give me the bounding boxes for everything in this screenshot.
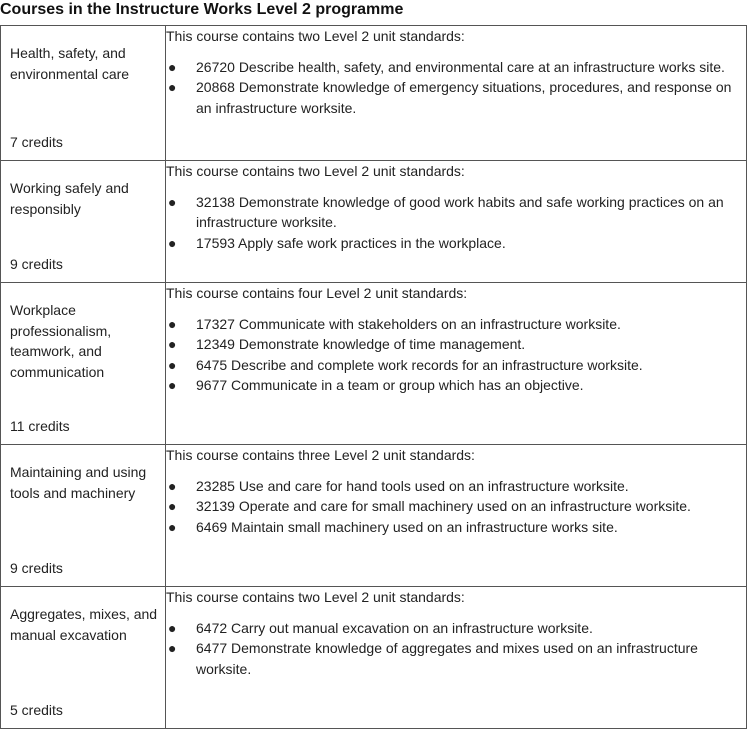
bullet-icon: ● [168, 477, 177, 494]
unit-list [166, 476, 746, 538]
list-item [166, 314, 746, 335]
bullet-icon: ● [168, 377, 177, 393]
bullet-icon: ● [168, 58, 177, 75]
list-item [166, 496, 746, 517]
unit-text: 32139 Operate and care for small machinery used on an infrastructure worksite. [196, 498, 691, 514]
course-intro: This course contains four Level 2 unit standards: [166, 285, 468, 301]
unit-text: 6469 Maintain small machinery used on an infrastructure works site. [196, 518, 618, 535]
unit-text: 6477 Demonstrate knowledge of aggregates and mixes used on an infrastructure worksite. [196, 640, 698, 677]
course-name: Aggregates, mixes, and manual excavation [10, 606, 158, 643]
bullet-icon: ● [168, 79, 177, 95]
unit-text: 9677 Communicate in a team or group which has an objective. [196, 377, 584, 393]
unit-list [166, 192, 746, 254]
course-name-cell [1, 283, 166, 445]
course-name: Health, safety, and environmental care [10, 45, 130, 82]
course-intro: This course contains two Level 2 unit standards: [166, 163, 465, 179]
course-name-cell [1, 161, 166, 283]
course-detail-cell [166, 161, 747, 283]
unit-text: 32138 Demonstrate knowledge of good work habits and safe working practices on an infrastructure worksite. [196, 193, 724, 230]
bullet-icon: ● [168, 234, 177, 251]
bullet-icon: ● [168, 518, 177, 535]
bullet-icon: ● [168, 619, 177, 636]
course-name: Workplace professionalism, teamwork, and communication [10, 302, 112, 380]
list-item [166, 57, 746, 78]
course-name-cell [1, 445, 166, 587]
list-item [166, 233, 746, 254]
list-item [166, 355, 746, 376]
unit-text: 12349 Demonstrate knowledge of time management. [196, 336, 526, 352]
page-title: Courses in the Instructure Works Level 2 programme [0, 1, 404, 18]
bullet-icon: ● [168, 356, 177, 373]
course-credits: 11 credits [10, 417, 70, 434]
table-row [1, 587, 747, 729]
bullet-icon: ● [168, 193, 177, 210]
unit-text: 26720 Describe health, safety, and environmental care at an infrastructure works site. [196, 58, 725, 75]
course-detail-cell [166, 283, 747, 445]
list-item [166, 77, 746, 118]
bullet-icon: ● [168, 498, 177, 514]
course-detail-cell [166, 445, 747, 587]
course-name: Maintaining and using tools and machinery [10, 464, 147, 501]
list-item [166, 618, 746, 639]
unit-list [166, 57, 746, 119]
list-item [166, 334, 746, 355]
course-name-cell [1, 26, 166, 161]
unit-text: 6472 Carry out manual excavation on an infrastructure worksite. [196, 619, 593, 636]
table-row [1, 283, 747, 445]
unit-text: 20868 Demonstrate knowledge of emergency situations, procedures, and response on an infrastructure worksite. [196, 79, 732, 116]
list-item [166, 638, 746, 679]
course-intro: This course contains two Level 2 unit standards: [166, 28, 465, 44]
course-credits: 7 credits [10, 133, 63, 150]
courses-table [0, 25, 747, 729]
bullet-icon: ● [168, 640, 177, 656]
course-credits: 5 credits [10, 701, 63, 718]
list-item [166, 476, 746, 497]
unit-text: 23285 Use and care for hand tools used on an infrastructure worksite. [196, 477, 629, 494]
course-detail-cell [166, 587, 747, 729]
list-item [166, 517, 746, 538]
unit-text: 6475 Describe and complete work records for an infrastructure worksite. [196, 356, 643, 373]
table-row [1, 26, 747, 161]
course-name-cell [1, 587, 166, 729]
unit-list [166, 314, 746, 396]
table-row [1, 161, 747, 283]
table-row [1, 445, 747, 587]
course-credits: 9 credits [10, 255, 63, 272]
unit-list [166, 618, 746, 680]
bullet-icon: ● [168, 315, 177, 332]
unit-text: 17593 Apply safe work practices in the workplace. [196, 234, 506, 251]
course-credits: 9 credits [10, 559, 63, 576]
list-item [166, 192, 746, 233]
course-name: Working safely and responsibly [10, 180, 129, 217]
unit-text: 17327 Communicate with stakeholders on an infrastructure worksite. [196, 315, 621, 332]
bullet-icon: ● [168, 336, 177, 352]
course-intro: This course contains two Level 2 unit standards: [166, 589, 465, 605]
course-intro: This course contains three Level 2 unit standards: [166, 447, 475, 463]
course-detail-cell [166, 26, 747, 161]
list-item [166, 375, 746, 396]
